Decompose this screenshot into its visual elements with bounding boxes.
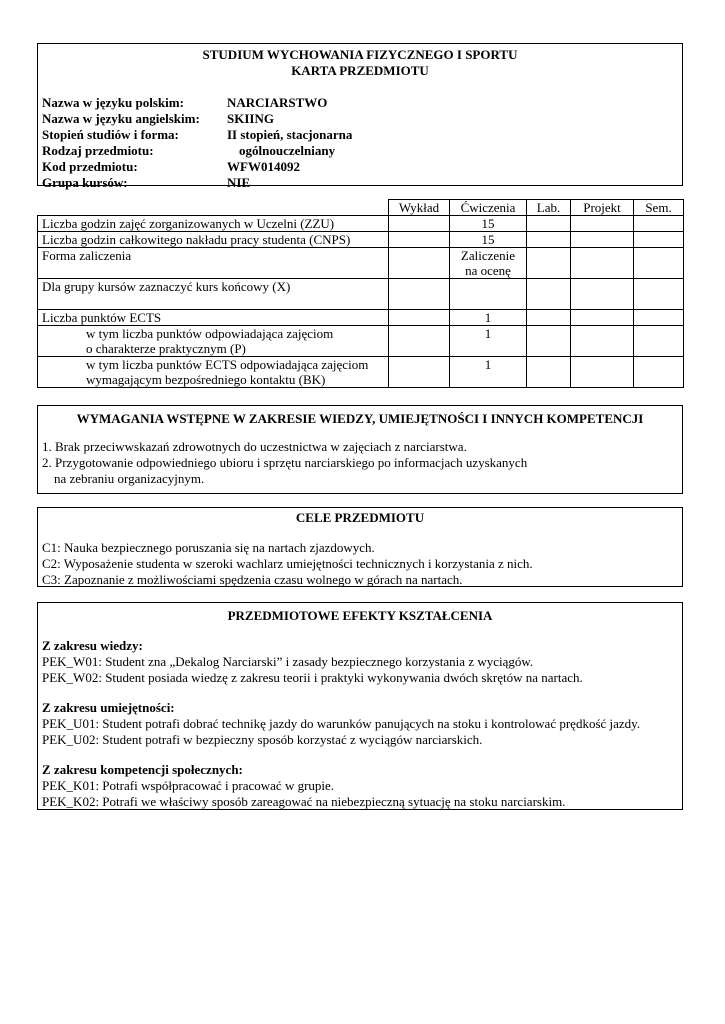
field-value: NIE (227, 175, 251, 190)
field-label: Kod przedmiotu: (42, 159, 138, 174)
row-label-line: o charakterze praktycznym (P) (86, 341, 246, 356)
header-title-2: KARTA PRZEDMIOTU (291, 63, 429, 78)
row-label (38, 326, 389, 357)
row-label: Forma zaliczenia (38, 248, 389, 279)
field-value: SKIING (227, 111, 274, 126)
outcome-item: PEK_U01: Student potrafi dobrać technikę jazdy do warunków panujących na stoku i kontrolować prędkość jazdy. (42, 716, 641, 731)
requirements-title: WYMAGANIA WSTĘPNE W ZAKRESIE WIEDZY, UMIEJĘTNOŚCI I INNYCH KOMPETENCJI (76, 411, 644, 426)
outcome-item: PEK_U02: Student potrafi w bezpieczny sposób korzystać z wyciągów narciarskich. (42, 732, 483, 747)
outcome-item: PEK_K02: Potrafi we właściwy sposób zareagować na niebezpieczną sytuację na stoku narciarskim. (42, 794, 566, 809)
cell-line: na ocenę (465, 263, 511, 278)
goal-item: C3: Zapoznanie z możliwościami spędzenia czasu wolnego w górach na nartach. (42, 572, 463, 587)
goals-section (37, 507, 683, 587)
hours-table (37, 199, 684, 388)
cell-value: 15 (450, 232, 527, 248)
row-label: Liczba godzin zajęć zorganizowanych w Uczelni (ZZU) (38, 216, 389, 232)
outcome-item: PEK_W02: Student posiada wiedzę z zakresu teorii i praktyki wykonywania dwóch skrętów na nartach. (42, 670, 583, 685)
table-row (38, 357, 684, 388)
cell-value (450, 248, 527, 279)
cell-value: 1 (450, 310, 527, 326)
goals-title: CELE PRZEDMIOTU (295, 510, 425, 525)
header-title-1: STUDIUM WYCHOWANIA FIZYCZNEGO I SPORTU (202, 47, 518, 62)
column-header: Projekt (571, 200, 634, 216)
outcome-item: PEK_K01: Potrafi współpracować i pracować w grupie. (42, 778, 335, 793)
field-value: II stopień, stacjonarna (227, 127, 353, 142)
table-corner (38, 200, 389, 216)
table-row (38, 279, 684, 310)
goal-item: C1: Nauka bezpiecznego poruszania się na nartach zjazdowych. (42, 540, 375, 555)
cell-value: 1 (450, 326, 527, 357)
field-row (42, 111, 678, 127)
field-value: NARCIARSTWO (227, 95, 328, 110)
field-label: Nazwa w języku angielskim: (42, 111, 200, 126)
row-label: Liczba godzin całkowitego nakładu pracy studenta (CNPS) (38, 232, 389, 248)
row-label-line: w tym liczba punktów ECTS odpowiadająca zajęciom (86, 357, 369, 372)
column-header: Wykład (389, 200, 450, 216)
skills-heading: Z zakresu umiejętności: (42, 700, 175, 715)
requirement-item-continued: na zebraniu organizacyjnym. (54, 471, 205, 486)
row-label-line: w tym liczba punktów odpowiadająca zajęciom (86, 326, 334, 341)
table-row (38, 216, 684, 232)
field-row (42, 95, 678, 111)
field-row (42, 175, 678, 191)
row-label: Dla grupy kursów zaznaczyć kurs końcowy (X) (38, 279, 389, 310)
table-row (38, 248, 684, 279)
cell-value: 15 (450, 216, 527, 232)
learning-outcomes-section (37, 602, 683, 810)
cell-line: Zaliczenie (460, 248, 516, 263)
field-label: Rodzaj przedmiotu: (42, 143, 154, 158)
field-value: ogólnouczelniany (239, 143, 336, 158)
field-value: WFW014092 (227, 159, 300, 174)
column-header: Lab. (527, 200, 571, 216)
requirements-section (37, 405, 683, 494)
table-row (38, 310, 684, 326)
column-header: Sem. (634, 200, 684, 216)
field-label: Stopień studiów i forma: (42, 127, 179, 142)
requirement-item: 1. Brak przeciwwskazań zdrowotnych do uczestnictwa w zajęciach z narciarstwa. (42, 439, 467, 454)
outcome-item: PEK_W01: Student zna „Dekalog Narciarski” i zasady bezpiecznego korzystania z wyciągów. (42, 654, 534, 669)
field-label: Grupa kursów: (42, 175, 128, 190)
knowledge-heading: Z zakresu wiedzy: (42, 638, 143, 653)
row-label (38, 357, 389, 388)
field-row (42, 159, 678, 175)
column-header: Ćwiczenia (450, 200, 527, 216)
table-header-row (38, 200, 684, 216)
cell-value: 1 (450, 357, 527, 388)
goal-item: C2: Wyposażenie studenta w szeroki wachlarz umiejętności technicznych i korzystania z nich. (42, 556, 533, 571)
field-row (42, 127, 678, 143)
social-heading: Z zakresu kompetencji społecznych: (42, 762, 243, 777)
field-row (42, 143, 678, 159)
row-label-line: wymagającym bezpośredniego kontaktu (BK) (86, 372, 326, 387)
course-header (37, 43, 683, 190)
table-row (38, 326, 684, 357)
field-label: Nazwa w języku polskim: (42, 95, 184, 110)
row-label: Liczba punktów ECTS (38, 310, 389, 326)
requirement-item: 2. Przygotowanie odpowiedniego ubioru i sprzętu narciarskiego po informacjach uzyskanych (42, 455, 528, 470)
table-row (38, 232, 684, 248)
outcomes-title: PRZEDMIOTOWE EFEKTY KSZTAŁCENIA (227, 608, 493, 623)
